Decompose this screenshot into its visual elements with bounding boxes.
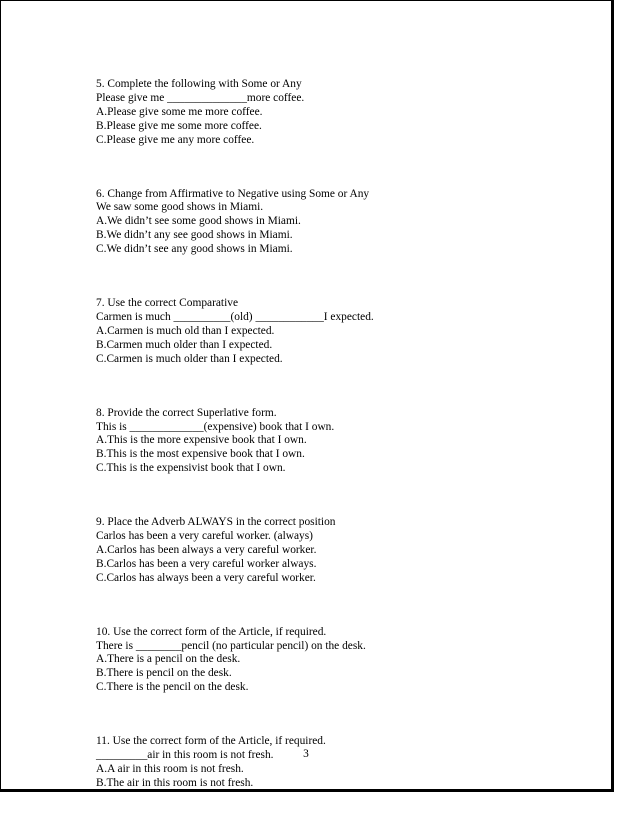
answer-option-b: B.Please give me some more coffee. — [96, 119, 262, 132]
question-10 — [96, 626, 536, 696]
answer-option-a: A.There is a pencil on the desk. — [96, 653, 241, 666]
question-7 — [96, 297, 536, 367]
question-prompt: 7. Use the correct Comparative — [96, 297, 239, 310]
question-6 — [96, 188, 536, 258]
question-stem: Carmen is much __________(old) ____________I expected. — [96, 310, 374, 323]
answer-option-a: A.Carlos has been always a very careful worker. — [96, 543, 317, 556]
answer-option-b: B.Carmen much older than I expected. — [96, 338, 273, 351]
question-stem: _________air in this room is not fresh. — [96, 749, 274, 762]
answer-option-b: B.There is pencil on the desk. — [96, 667, 232, 680]
answer-option-b: B.Carlos has been a very careful worker always. — [96, 557, 317, 570]
question-9 — [96, 516, 536, 586]
question-stem: There is ________pencil (no particular pencil) on the desk. — [96, 639, 366, 652]
answer-option-c: C.There is the pencil on the desk. — [96, 681, 249, 694]
answer-option-b: B.The air in this room is not fresh. — [96, 776, 254, 789]
question-prompt: 5. Complete the following with Some or Any — [96, 78, 302, 90]
answer-option-c: C.Please give me any more coffee. — [96, 133, 255, 146]
question-prompt: 8. Provide the correct Superlative form. — [96, 406, 277, 419]
question-stem: We saw some good shows in Miami. — [96, 201, 264, 214]
question-stem: This is _____________(expensive) book that I own. — [96, 420, 335, 433]
answer-option-c: C.This is the expensivist book that I own. — [96, 462, 286, 475]
answer-option-c: C.Carmen is much older than I expected. — [96, 352, 283, 365]
answer-option-a: A.Please give some me more coffee. — [96, 105, 263, 118]
answer-option-b: B.This is the most expensive book that I own. — [96, 448, 305, 461]
question-11 — [96, 735, 536, 791]
answer-option-b: B.We didn’t any see good shows in Miami. — [96, 229, 293, 242]
question-stem: Carlos has been a very careful worker. (always) — [96, 530, 313, 543]
question-list — [96, 78, 536, 831]
answer-option-a: A.This is the more expensive book that I own. — [96, 434, 307, 447]
question-stem: Please give me ______________more coffee. — [96, 91, 305, 104]
answer-option-a: A.A air in this room is not fresh. — [96, 763, 244, 775]
question-prompt: 6. Change from Affirmative to Negative using Some or Any — [96, 187, 370, 200]
question-5 — [96, 78, 536, 148]
answer-option-c: C.Carlos has always been a very careful worker. — [96, 571, 316, 584]
question-prompt: 10. Use the correct form of the Article, if required. — [96, 625, 327, 638]
question-prompt: 9. Place the Adverb ALWAYS in the correct position — [96, 516, 336, 529]
page-number: 3 — [303, 748, 309, 760]
question-prompt: 11. Use the correct form of the Article, if required. — [96, 735, 326, 748]
answer-option-a: A.Carmen is much old than I expected. — [96, 324, 275, 337]
answer-option-c: C.We didn’t see any good shows in Miami. — [96, 243, 293, 256]
question-8 — [96, 407, 536, 477]
answer-option-a: A.We didn’t see some good shows in Miami. — [96, 215, 301, 228]
